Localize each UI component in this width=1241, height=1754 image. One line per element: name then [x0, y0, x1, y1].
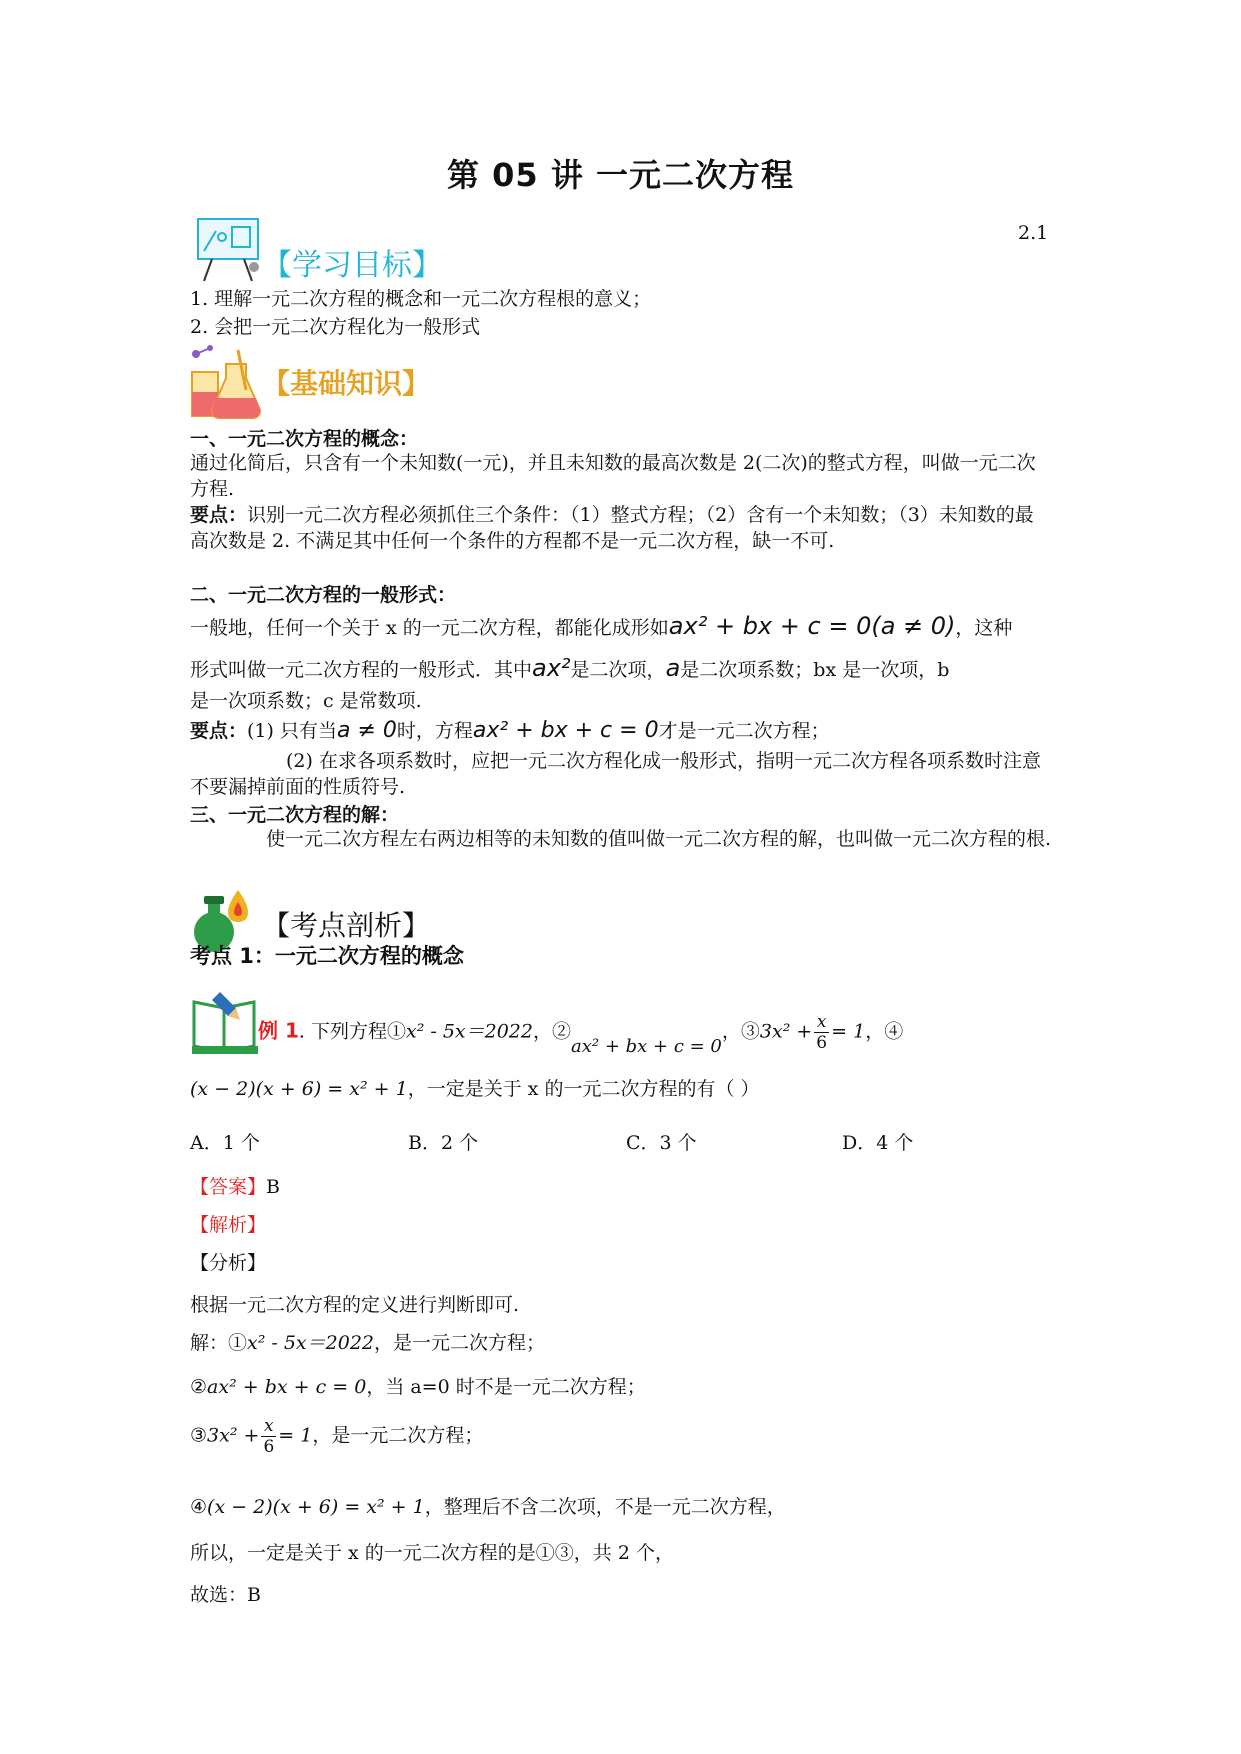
- page-number: 2.1: [1018, 222, 1049, 244]
- eq-3-num: x: [814, 1012, 829, 1033]
- sol-2-a: ②: [190, 1376, 208, 1398]
- part2-text-b: ，这种: [955, 617, 1013, 639]
- sol-3-a: ③: [190, 1424, 208, 1447]
- eq-3-den: 6: [816, 1033, 828, 1053]
- part1-key-text: 识别一元二次方程必须抓住三个条件：（1）整式方程；（2）含有一个未知数；（3）未知数的最高次数是 2. 不满足其中任何一个条件的方程都不是一元二次方程，缺一不可.: [190, 504, 1034, 552]
- objective-item-1: 1. 理解一元二次方程的概念和一元二次方程根的意义；: [190, 288, 652, 310]
- sol-1-b: ，是一元二次方程；: [374, 1332, 546, 1354]
- point1-title: 考点 1：一元二次方程的概念: [190, 944, 464, 968]
- sol-3-num: x: [261, 1416, 276, 1437]
- sol-4-eq: (x − 2)(x + 6) = x² + 1: [207, 1496, 425, 1518]
- part2-key1-a: (1) 只有当: [247, 720, 337, 742]
- part2-key-1: [190, 716, 1052, 743]
- equation-general: ax² + bx + c = 0: [472, 718, 659, 743]
- sep-3: ，④: [865, 1020, 904, 1043]
- part3-text: 使一元二次方程左右两边相等的未知数的值叫做一元二次方程的解，也叫做一元二次方程的根.: [266, 828, 1052, 850]
- book-pencil-icon: [190, 990, 260, 1056]
- answer-value: B: [266, 1176, 280, 1198]
- sol-4-b: ，整理后不含二次项，不是一元二次方程，: [424, 1496, 786, 1518]
- part2-text-c: 形式叫做一元二次方程的一般形式．其中: [190, 659, 533, 681]
- eq-1: x² - 5x＝2022: [405, 1020, 533, 1043]
- page-title: 第 05 讲 一元二次方程: [447, 156, 794, 194]
- solution-4: [190, 1492, 1052, 1519]
- example-stem: [258, 1012, 1058, 1057]
- example-label: 例 1: [258, 1018, 299, 1043]
- sol-3-b: ，是一元二次方程；: [312, 1424, 484, 1447]
- example-stem-a: . 下列方程①: [298, 1020, 406, 1043]
- eq-3-b: = 1: [831, 1020, 866, 1043]
- coefficient-a: a: [665, 654, 681, 682]
- eq-2: ax² + bx + c = 0: [571, 1035, 722, 1057]
- example-stem-2: [190, 1074, 1052, 1101]
- part2-text-e: 是二次项系数；bx 是一次项，b: [680, 659, 950, 681]
- objectives-heading: 【学习目标】: [262, 248, 442, 283]
- analysis-text: 根据一元二次方程的定义进行判断即可.: [190, 1294, 520, 1316]
- sep-2: ，③: [721, 1020, 760, 1043]
- part1-key-label: 要点：: [190, 504, 248, 526]
- part2-line-2: [190, 654, 1052, 682]
- objective-item-2: 2. 会把一元二次方程化为一般形式: [190, 316, 481, 338]
- option-c: C．3 个: [626, 1132, 697, 1154]
- solution-2: [190, 1372, 1052, 1399]
- eq-3-fraction: [814, 1012, 829, 1053]
- analysis-label: 【分析】: [190, 1252, 267, 1274]
- part1-key: [190, 502, 1052, 554]
- basics-heading: 【基础知识】: [262, 367, 431, 400]
- option-b: B．2 个: [408, 1132, 479, 1154]
- answer-line: [190, 1172, 1052, 1199]
- part2-key1-c: 才是一元二次方程；: [658, 720, 830, 742]
- flask-icon: [188, 344, 264, 420]
- part2-title: 二、一元二次方程的一般形式：: [190, 584, 457, 606]
- sol-4-a: ④: [190, 1496, 208, 1518]
- part2-line-1: [190, 612, 1052, 640]
- analysis-heading: 【考点剖析】: [262, 909, 431, 942]
- sol-2-eq: ax² + bx + c = 0: [207, 1376, 367, 1398]
- sol-3-eq-a: 3x² +: [207, 1424, 260, 1447]
- part2-text-d: 是二次项，: [570, 659, 666, 681]
- board-icon: [192, 215, 264, 283]
- part2-line-3: 是一次项系数；c 是常数项.: [190, 690, 422, 712]
- solution-3: [190, 1416, 1052, 1457]
- example-stem-b: ，一定是关于 x 的一元二次方程的有（ ）: [407, 1078, 760, 1100]
- solution-1: [190, 1328, 1052, 1355]
- eq-3-a: 3x² +: [759, 1020, 813, 1043]
- option-a: A．1 个: [190, 1132, 260, 1154]
- answer-label: 【答案】: [190, 1176, 267, 1198]
- sol-1-eq: x² - 5x＝2022: [247, 1332, 375, 1354]
- sep-1: ，②: [532, 1020, 571, 1043]
- sol-3-fraction: [261, 1416, 276, 1457]
- part1-text: 通过化简后，只含有一个未知数(一元)，并且未知数的最高次数是 2(二次)的整式方程，叫做一元二次方程.: [190, 452, 1036, 500]
- sol-3-den: 6: [263, 1437, 275, 1457]
- part2-key1-b: 时，方程: [396, 720, 473, 742]
- condition-a-nonzero: a ≠ 0: [336, 718, 397, 743]
- part2-key-2: (2) 在求各项系数时，应把一元二次方程化成一般形式，指明一元二次方程各项系数时注意不要漏掉前面的性质符号.: [190, 750, 1041, 798]
- part3-title: 三、一元二次方程的解：: [190, 804, 400, 826]
- part1-title: 一、一元二次方程的概念：: [190, 428, 419, 450]
- quadratic-term: ax²: [532, 654, 571, 682]
- part2-key-label: 要点：: [190, 720, 248, 742]
- sol-1-a: 解：①: [190, 1332, 248, 1354]
- general-form-formula: ax² + bx + c = 0(a ≠ 0): [668, 612, 956, 640]
- sol-3-eq-b: = 1: [278, 1424, 313, 1447]
- sol-2-b: ，当 a=0 时不是一元二次方程；: [366, 1376, 646, 1398]
- part2-text-a: 一般地，任何一个关于 x 的一元二次方程，都能化成形如: [190, 617, 669, 639]
- final-choice: 故选：B: [190, 1584, 261, 1606]
- eq-4: (x − 2)(x + 6) = x² + 1: [190, 1078, 408, 1100]
- conclusion: 所以，一定是关于 x 的一元二次方程的是①③，共 2 个，: [190, 1542, 674, 1564]
- option-d: D．4 个: [842, 1132, 914, 1154]
- explain-label: 【解析】: [190, 1214, 267, 1236]
